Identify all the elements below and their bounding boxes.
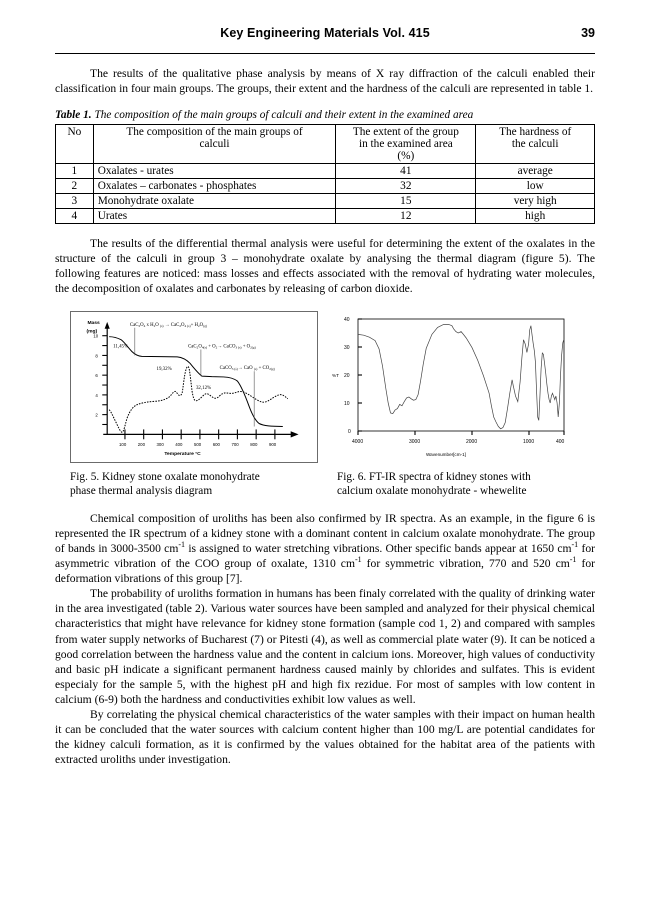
table-row bbox=[56, 164, 595, 179]
figure-5-caption-line2: phase thermal analysis diagram bbox=[70, 485, 213, 498]
table-row bbox=[56, 179, 595, 194]
ftir-y-tick-0: 0 bbox=[348, 428, 351, 435]
mass-loss-2-label: 19,32% bbox=[156, 366, 172, 372]
y-axis-arrow bbox=[105, 321, 110, 328]
y-axis-label-line2: (mg) bbox=[86, 329, 98, 335]
cell-composition: Monohydrate oxalate bbox=[93, 194, 336, 209]
figure-6-block bbox=[332, 311, 580, 499]
ftir-x-axis-label: Wavenumber[cm-1] bbox=[426, 451, 466, 457]
equation-2-text: $CaC_2O_{4(s)} + O_2\to$ CaCO$_{3 (s)}$ + $O_{2(g)}$ bbox=[188, 344, 256, 350]
ftir-x-tick-1000: 1000 bbox=[523, 438, 535, 445]
paragraph-qualitative-phase-analysis: The results of the qualitative phase analysis by means of X ray diffraction of the calculi enabled their classification in four main groups. The groups, their extent and the hardness of the calculi are represented in table 1. bbox=[55, 67, 595, 96]
y-tick-label-2: 2 bbox=[95, 412, 98, 418]
equation-3-group bbox=[220, 366, 275, 426]
p3-seg4: for symmetric vibration, 770 and 520 cm bbox=[361, 557, 570, 571]
header-composition-line2: calculi bbox=[199, 138, 230, 151]
paragraph-conclusion-calcium-content: By correlating the physical chemical characteristics of the water samples with their impact on human health it can be concluded that the water sources with calcium content higher than 100 mg/L are potential candidates for the kidney calculi formation, as it is confirmed by the values obtained for the habitat area of the patients with extracted uroliths under investigation. bbox=[55, 707, 595, 767]
mass-loss-1-label: 11,45% bbox=[113, 344, 129, 350]
header-divider bbox=[55, 53, 595, 54]
cell-no: 3 bbox=[56, 194, 94, 209]
ftir-y-tick-40: 40 bbox=[344, 316, 350, 323]
equation-3-text: CaCO$_{3 (s)}$→ CaO $_{(s)} + CO_{2(g)}$ bbox=[219, 365, 275, 371]
header-extent-line3: (%) bbox=[397, 150, 415, 163]
x-tick-label-100: 100 bbox=[119, 441, 127, 447]
x-tick-label-300: 300 bbox=[156, 441, 164, 447]
x-tick-label-700: 700 bbox=[231, 441, 239, 447]
figures-row bbox=[55, 311, 595, 499]
header-no: No bbox=[56, 125, 94, 164]
table-1-composition-of-calculi bbox=[55, 124, 595, 224]
table-1-head bbox=[56, 125, 595, 164]
y-tick-label-10: 10 bbox=[93, 333, 99, 339]
table-1-body bbox=[56, 164, 595, 224]
ftir-x-tick-4000: 4000 bbox=[352, 438, 364, 445]
thermal-analysis-chart bbox=[73, 314, 315, 460]
p3-sup3: -1 bbox=[354, 555, 362, 565]
p3-seg2: is assigned to water stretching vibrations. Other specific bands appear at 1650 cm bbox=[185, 541, 572, 555]
table-row bbox=[56, 194, 595, 209]
y-tick-label-6: 6 bbox=[95, 372, 98, 378]
equation-1-group bbox=[130, 322, 207, 355]
cell-composition: Oxalates – carbonates - phosphates bbox=[93, 179, 336, 194]
ftir-y-tick-10: 10 bbox=[344, 400, 350, 407]
y-axis-label-line1: Mass bbox=[87, 320, 100, 326]
page-number: 39 bbox=[581, 26, 595, 40]
table-header-row bbox=[56, 125, 595, 164]
y-tick-label-4: 4 bbox=[95, 392, 98, 398]
ftir-x-ticks bbox=[358, 431, 564, 435]
x-axis-label: Temperature °C bbox=[164, 451, 201, 457]
header-hardness-line2: the calculi bbox=[511, 138, 559, 151]
figure-6-frame bbox=[332, 311, 580, 463]
ftir-x-tick-3000: 3000 bbox=[409, 438, 421, 445]
x-axis-arrow bbox=[291, 431, 299, 437]
x-tick-label-800: 800 bbox=[250, 441, 258, 447]
y-ticks bbox=[102, 335, 107, 424]
p3-sup1: -1 bbox=[178, 540, 186, 550]
cell-composition: Oxalates - urates bbox=[93, 164, 336, 179]
x-tick-label-500: 500 bbox=[194, 441, 202, 447]
cell-extent: 12 bbox=[336, 209, 476, 224]
table-1-label: Table 1. bbox=[55, 109, 92, 122]
mass-loss-3-label: 32,12% bbox=[195, 385, 212, 391]
paragraph-ir-spectra bbox=[55, 511, 595, 586]
table-row bbox=[56, 209, 595, 224]
paragraph-differential-thermal-analysis: The results of the differential thermal analysis were useful for determining the extent of the oxalates in the structure of the calculi in group 3 – monohydrate oxalate by analysing the thermal diagram (figure 5). The following features are noticed: mass losses and effects associated with the removal of hydrating water molecules, the decomposition of oxalates and carbonates by releasing of carbon dioxide. bbox=[55, 237, 595, 296]
cell-hardness: very high bbox=[476, 194, 595, 209]
ftir-y-tick-20: 20 bbox=[344, 372, 350, 379]
p3-seg5: for deformation vibrations of this group [7]. bbox=[55, 557, 595, 586]
equation-1-text: $CaC_2O_4$ x $H_2O$ $_{(s)} \to CaC_2O_{4 (s)}+ H_2O_{(g)}$ bbox=[129, 322, 208, 328]
x-tick-label-600: 600 bbox=[212, 441, 220, 447]
cell-extent: 41 bbox=[336, 164, 476, 179]
cell-hardness: high bbox=[476, 209, 595, 224]
p3-seg3: for asymmetric vibration of the COO group of oxalate, 1310 cm bbox=[55, 541, 595, 571]
header-hardness bbox=[476, 125, 595, 164]
x-tick-label-400: 400 bbox=[175, 441, 183, 447]
cell-hardness: average bbox=[476, 164, 595, 179]
figure-5-frame bbox=[70, 311, 318, 463]
x-tick-label-900: 900 bbox=[268, 441, 277, 447]
journal-title: Key Engineering Materials Vol. 415 bbox=[220, 26, 430, 40]
header-extent bbox=[336, 125, 476, 164]
ftir-y-axis-label: %T bbox=[332, 372, 339, 378]
tg-mass-curve bbox=[109, 336, 283, 426]
ftir-transmittance-curve bbox=[358, 324, 564, 428]
y-tick-label-8: 8 bbox=[95, 352, 98, 358]
running-head bbox=[55, 26, 595, 48]
paragraph-water-quality-correlation: The probability of uroliths formation in humans has been finaly correlated with the quality of drinking water in the area investigated (table 2). Various water sources have been sampled and analyzed for their physical chemical characteristics that might have relevance for kidney stone formation (sample cod 1, 2) and compared with samples from water supply networks of Bucharest (7) or Pitesti (4), as well as commercial plate water (9). It can be noticed a good correlation between the hardness value and the content in calcium ions. Moreover, high values of conductivity and basic pH indicate a significant permanent hardness caused mainly by chlorides and sulfates. This is evident especialy for the sample 5, with the highest pH and high fix rezidue. For most of samples with low content in calcium (6-9) both the hardness and conductivities exhibit low values as well. bbox=[55, 587, 595, 706]
cell-composition: Urates bbox=[93, 209, 336, 224]
p3-sup4: -1 bbox=[569, 555, 577, 565]
cell-extent: 32 bbox=[336, 179, 476, 194]
equation-2-group bbox=[188, 344, 256, 376]
p3-sup2: -1 bbox=[571, 540, 579, 550]
header-extent-line2: in the examined area bbox=[358, 138, 453, 151]
ftir-y-tick-30: 30 bbox=[344, 344, 350, 351]
cell-hardness: low bbox=[476, 179, 595, 194]
figure-5-caption-line1: Fig. 5. Kidney stone oxalate monohydrate bbox=[70, 470, 260, 483]
header-hardness-line1: The hardness of bbox=[499, 126, 572, 139]
dta-curve bbox=[109, 366, 288, 432]
cell-no: 4 bbox=[56, 209, 94, 224]
table-1-caption bbox=[55, 109, 595, 121]
ftir-spectrum-chart bbox=[332, 311, 576, 463]
header-extent-line1: The extent of the group bbox=[352, 126, 459, 139]
ftir-x-tick-2000: 2000 bbox=[466, 438, 478, 445]
figure-6-caption-line2: calcium oxalate monohydrate - whewelite bbox=[337, 485, 527, 498]
x-tick-label-200: 200 bbox=[137, 441, 146, 447]
p3-seg1: Chemical composition of uroliths has been also confirmed by IR spectra. As an example, in the figure 6 is represented the IR spectrum of a kidney stone with a dominant content in calcium oxalate monohydrate. The group of bands in 3000-3500 cm bbox=[55, 511, 595, 555]
figure-6-caption-line1: Fig. 6. FT-IR spectra of kidney stones with bbox=[337, 470, 531, 483]
figure-5-block bbox=[70, 311, 318, 499]
header-composition bbox=[93, 125, 336, 164]
figure-5-caption bbox=[70, 470, 318, 499]
header-composition-line1: The composition of the main groups of bbox=[126, 126, 303, 139]
ftir-plot-frame bbox=[358, 319, 564, 431]
cell-no: 2 bbox=[56, 179, 94, 194]
cell-extent: 15 bbox=[336, 194, 476, 209]
ftir-x-tick-400: 400 bbox=[556, 438, 565, 445]
ftir-y-ticks bbox=[358, 319, 362, 431]
table-1-caption-text: The composition of the main groups of calculi and their extent in the examined area bbox=[91, 109, 474, 122]
cell-no: 1 bbox=[56, 164, 94, 179]
figure-6-caption bbox=[332, 470, 580, 499]
